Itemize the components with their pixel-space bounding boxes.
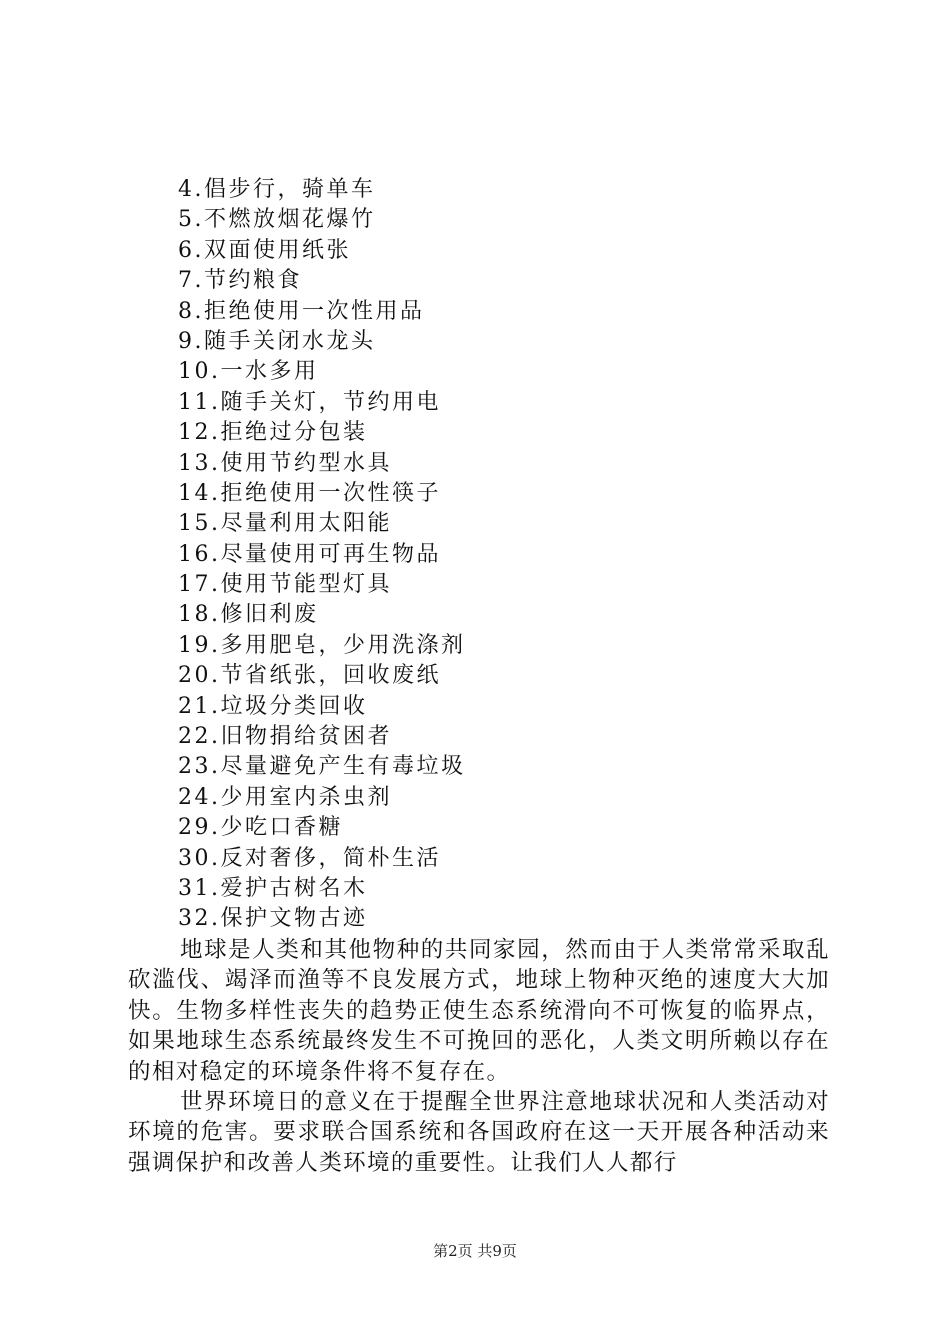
list-item: 19.多用肥皂，少用洗涤剂 <box>178 632 466 658</box>
list-item: 18.修旧利废 <box>178 602 319 628</box>
list-item: 32.保护文物古迹 <box>178 906 368 932</box>
list-item: 24.少用室内杀虫剂 <box>178 784 392 810</box>
list-item: 15.尽量利用太阳能 <box>178 511 392 537</box>
tips-list <box>178 175 466 935</box>
list-item: 14.拒绝使用一次性筷子 <box>178 480 441 506</box>
list-item: 11.随手关灯，节约用电 <box>178 389 441 415</box>
list-item: 10.一水多用 <box>178 359 319 385</box>
list-item: 12.拒绝过分包装 <box>178 420 368 446</box>
list-item: 4.倡步行，骑单车 <box>178 177 376 202</box>
list-item: 30.反对奢侈，简朴生活 <box>178 845 441 871</box>
page-number-footer: 第2页 共9页 <box>433 1242 517 1260</box>
body-paragraph-biodiversity: 地球是人类和其他物种的共同家园，然而由于人类常常采取乱砍滥伐、竭泽而渔等不良发展方式，地球上物种灭绝的速度大大加快。生物多样性丧失的趋势正使生态系统滑向不可恢复的临界点，如果地球生态系统最终发生不可挽回的恶化，人类文明所赖以存在的相对稳定的环境条件将不复存在。 <box>128 937 830 1085</box>
list-item: 6.双面使用纸张 <box>178 237 351 263</box>
list-item: 7.节约粮食 <box>178 268 302 294</box>
list-item: 9.随手关闭水龙头 <box>178 328 376 354</box>
body-paragraph-environment-day: 世界环境日的意义在于提醒全世界注意地球状况和人类活动对环境的危害。要求联合国系统和各国政府在这一天开展各种活动来强调保护和改善人类环境的重要性。让我们人人都行 <box>128 1089 830 1176</box>
list-item: 23.尽量避免产生有毒垃圾 <box>178 754 466 780</box>
list-item: 21.垃圾分类回收 <box>178 693 368 719</box>
list-item: 22.旧物捐给贫困者 <box>178 724 392 750</box>
list-item: 5.不燃放烟花爆竹 <box>178 207 376 233</box>
list-item: 8.拒绝使用一次性用品 <box>178 298 425 324</box>
list-item: 13.使用节约型水具 <box>178 450 392 476</box>
list-item: 29.少吃口香糖 <box>178 815 343 841</box>
list-item: 17.使用节能型灯具 <box>178 572 392 598</box>
list-item: 16.尽量使用可再生物品 <box>178 541 441 567</box>
list-item: 20.节省纸张，回收废纸 <box>178 663 441 689</box>
list-item: 31.爱护古树名木 <box>178 875 368 901</box>
